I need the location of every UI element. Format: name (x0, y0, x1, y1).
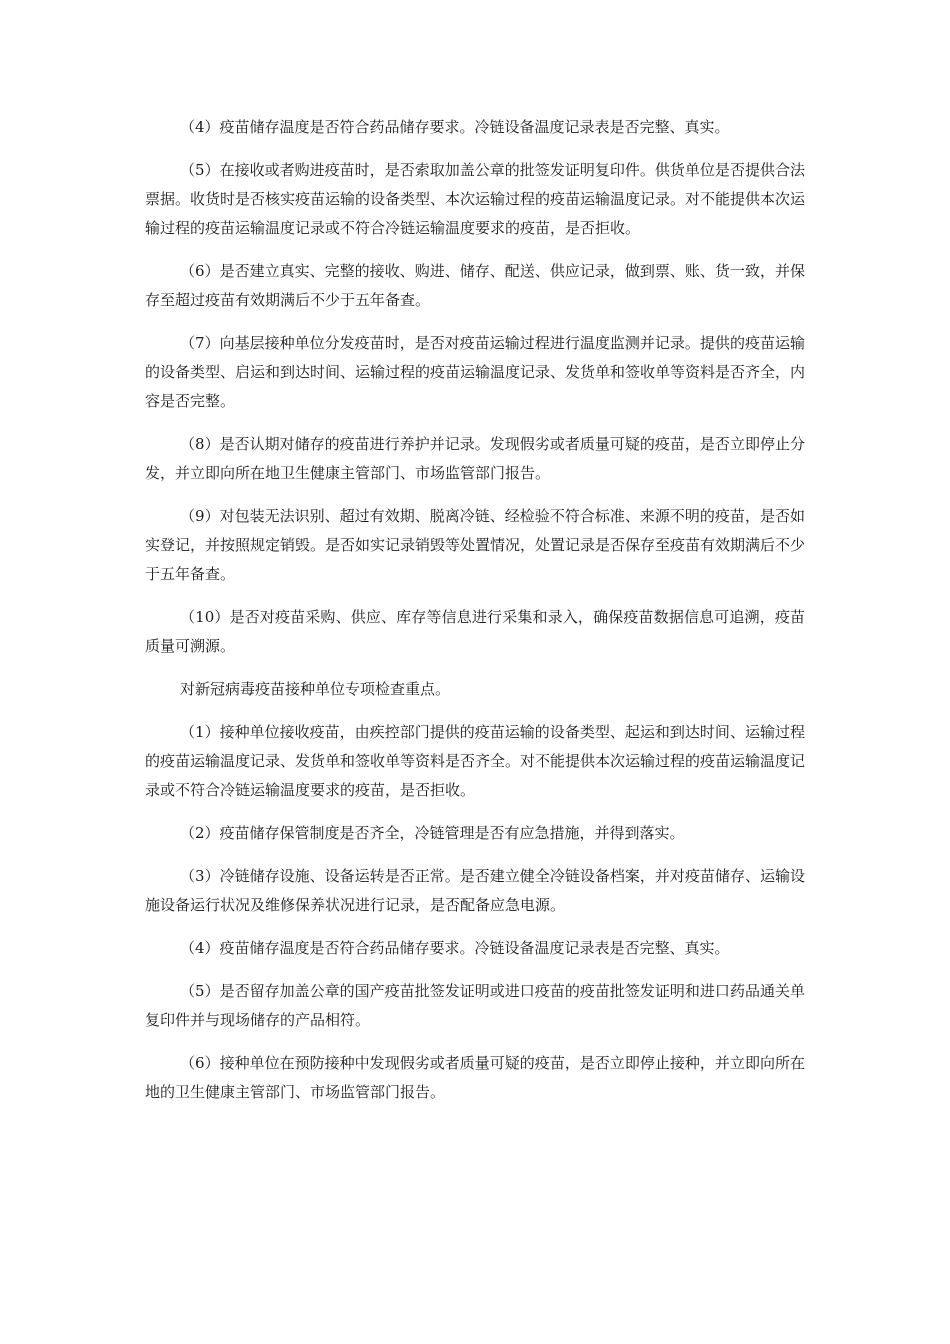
paragraph-item-6-records: （6）是否建立真实、完整的接收、购进、储存、配送、供应记录，做到票、账、货一致，并保存至超过疫苗有效期满后不少于五年备查。 (145, 262, 805, 309)
paragraph-item-7-distribution: （7）向基层接种单位分发疫苗时，是否对疫苗运输过程进行温度监测并记录。提供的疫苗运输的设备类型、启运和到达时间、运输过程的疫苗运输温度记录、发货单和签收单等资料是否齐全，内容是否完整。 (145, 334, 806, 410)
paragraph-unit-item-5-certificates: （5）是否留存加盖公章的国产疫苗批签发证明或进口疫苗的疫苗批签发证明和进口药品通关单复印件并与现场储存的产品相符。 (145, 982, 805, 1029)
document-body (145, 113, 805, 1121)
paragraph-unit-item-3-cold-chain: （3）冷链储存设施、设备运转是否正常。是否建立健全冷链设备档案，并对疫苗储存、运输设施设备运行状况及维修保养状况进行记录，是否配备应急电源。 (145, 867, 805, 914)
paragraph-item-5-receiving-vaccines: （5）在接收或者购进疫苗时，是否索取加盖公章的批签发证明复印件。供货单位是否提供合法票据。收货时是否核实疫苗运输的设备类型、本次运输过程的疫苗运输温度记录。对不能提供本次运输过程的疫苗运输温度记录或不符合冷链运输温度要求的疫苗，是否拒收。 (145, 161, 806, 237)
paragraph-unit-item-1-receiving: （1）接种单位接收疫苗，由疾控部门提供的疫苗运输的设备类型、起运和到达时间、运输过程的疫苗运输温度记录、发货单和签收单等资料是否齐全。对不能提供本次运输过程的疫苗运输温度记录或不符合冷链运输温度要求的疫苗，是否拒收。 (145, 723, 806, 799)
paragraph-item-4-storage-temperature: （4）疫苗储存温度是否符合药品储存要求。冷链设备温度记录表是否完整、真实。 (180, 118, 730, 136)
paragraph-item-10-traceability: （10）是否对疫苗采购、供应、库存等信息进行采集和录入，确保疫苗数据信息可追溯，疫苗质量可溯源。 (145, 608, 805, 655)
paragraph-item-8-maintenance: （8）是否认期对储存的疫苗进行养护并记录。发现假劣或者质量可疑的疫苗，是否立即停止分发，并立即向所在地卫生健康主管部门、市场监管部门报告。 (145, 435, 805, 482)
paragraph-unit-item-4-storage-temperature: （4）疫苗储存温度是否符合药品储存要求。冷链设备温度记录表是否完整、真实。 (180, 939, 730, 957)
paragraph-unit-item-2-storage-system: （2）疫苗储存保管制度是否齐全，冷链管理是否有应急措施，并得到落实。 (180, 824, 685, 842)
section-heading-vaccination-units: 对新冠病毒疫苗接种单位专项检查重点。 (180, 680, 451, 698)
paragraph-unit-item-6-reporting: （6）接种单位在预防接种中发现假劣或者质量可疑的疫苗，是否立即停止接种，并立即向所在地的卫生健康主管部门、市场监管部门报告。 (145, 1054, 805, 1101)
paragraph-item-9-disposal: （9）对包装无法识别、超过有效期、脱离冷链、经检验不符合标准、来源不明的疫苗，是否如实登记，并按照规定销毁。是否如实记录销毁等处置情况，处置记录是否保存至疫苗有效期满后不少于五年备查。 (145, 507, 806, 583)
